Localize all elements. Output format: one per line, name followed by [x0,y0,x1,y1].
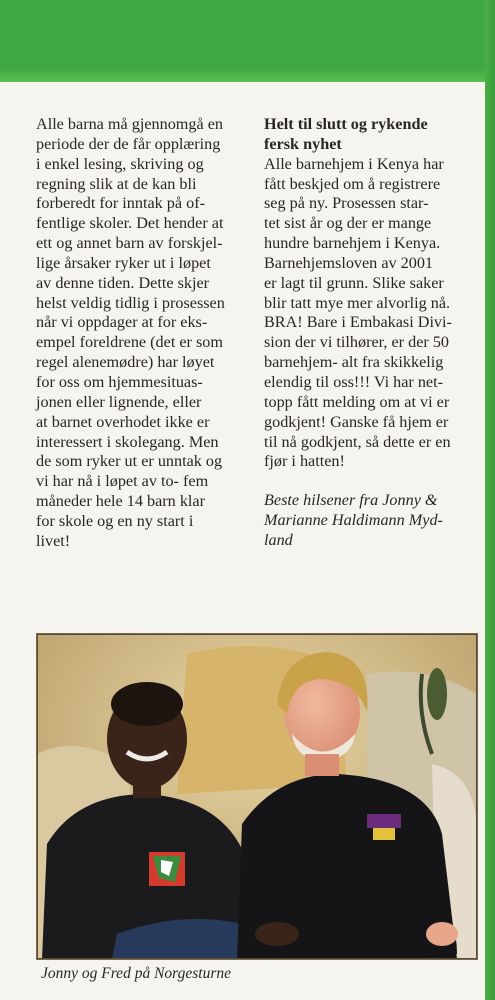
left-text-line: Alle barna må gjennomgå en [36,115,223,133]
left-text-line: for oss om hjemmesituas- [36,372,203,391]
left-text-line: for skole og en ny start i [36,511,194,530]
page [0,82,485,1000]
right-text-line: fått beskjed om å registrere [264,174,441,193]
left-text-line: periode der de får opplæring [36,134,221,153]
signature-line: land [264,530,293,549]
left-text-line: forberedt for inntak på of- [36,194,205,213]
news-headline: Helt til slutt og rykende [264,115,428,133]
left-text-line: vi har nå i løpet av to- fem [36,472,209,491]
left-text-line: lige årsaker ryker ut i løpet [36,253,211,272]
left-text-line: fentlige skoler. Det hender at [36,214,224,233]
photo-jonny-and-fred [36,633,478,960]
right-text-line: blir tatt mye mer alvorlig nå. [264,293,451,312]
left-text-column [36,115,250,552]
right-text-line: elendig til oss!!! Vi har net- [264,372,443,391]
right-text-line: sion der vi tilhører, er der 50 [264,333,450,352]
right-text-line: BRA! Bare i Embakasi Divi- [264,313,452,332]
left-text-line: at barnet overhodet ikke er [36,412,210,431]
right-text-line: godkjent! Ganske få hjem er [264,412,449,431]
right-text-line: Barnehjemsloven av 2001 [264,253,434,272]
right-text-line: hundre barnehjem i Kenya. [264,234,441,253]
right-text-line: seg på ny. Prosessen star- [264,194,429,213]
left-text-line: helst veldig tidlig i prosessen [36,293,225,312]
left-text-line: de som ryker ut er unntak og [36,452,223,471]
left-text-line: regel alenemødre) har løyet [36,353,215,372]
right-text-line: tet sist år og der er mange [264,214,432,233]
right-text-line: Alle barnehjem i Kenya har [264,154,444,173]
left-text-line: måneder hele 14 barn klar [36,492,205,511]
signature-line: Marianne Haldimann Myd- [264,511,443,530]
right-text-line: til nå godkjent, så dette er en [264,432,451,451]
right-text-line: topp fått melding om at vi er [264,392,450,411]
news-headline: fersk nyhet [264,134,342,153]
right-text-line: barnehjem- alt fra skikkelig [264,353,444,372]
left-text-line: jonen eller lignende, eller [36,392,202,411]
header-color-band [0,0,495,82]
left-text-line: når vi oppdager at for eks- [36,313,208,332]
left-text-line: av denne tiden. Dette skjer [36,273,210,292]
left-text-line: livet! [36,531,71,550]
left-text-line: interessert i skolegang. Men [36,432,219,451]
right-text-line: fjør i hatten! [264,452,345,471]
signature-line: Beste hilsener fra Jonny & [264,491,438,510]
left-text-line: regning slik at de kan bli [36,174,197,193]
left-text-line: ett og annet barn av forskjel- [36,234,223,253]
photo-caption: Jonny og Fred på Norgesturne [41,965,231,982]
right-text-line: er lagt til grunn. Slike saker [264,273,444,292]
left-text-line: i enkel lesing, skriving og [36,154,204,173]
left-text-line: empel foreldrene (det er som [36,333,223,352]
side-color-band [485,0,495,1000]
right-text-column [264,115,464,551]
